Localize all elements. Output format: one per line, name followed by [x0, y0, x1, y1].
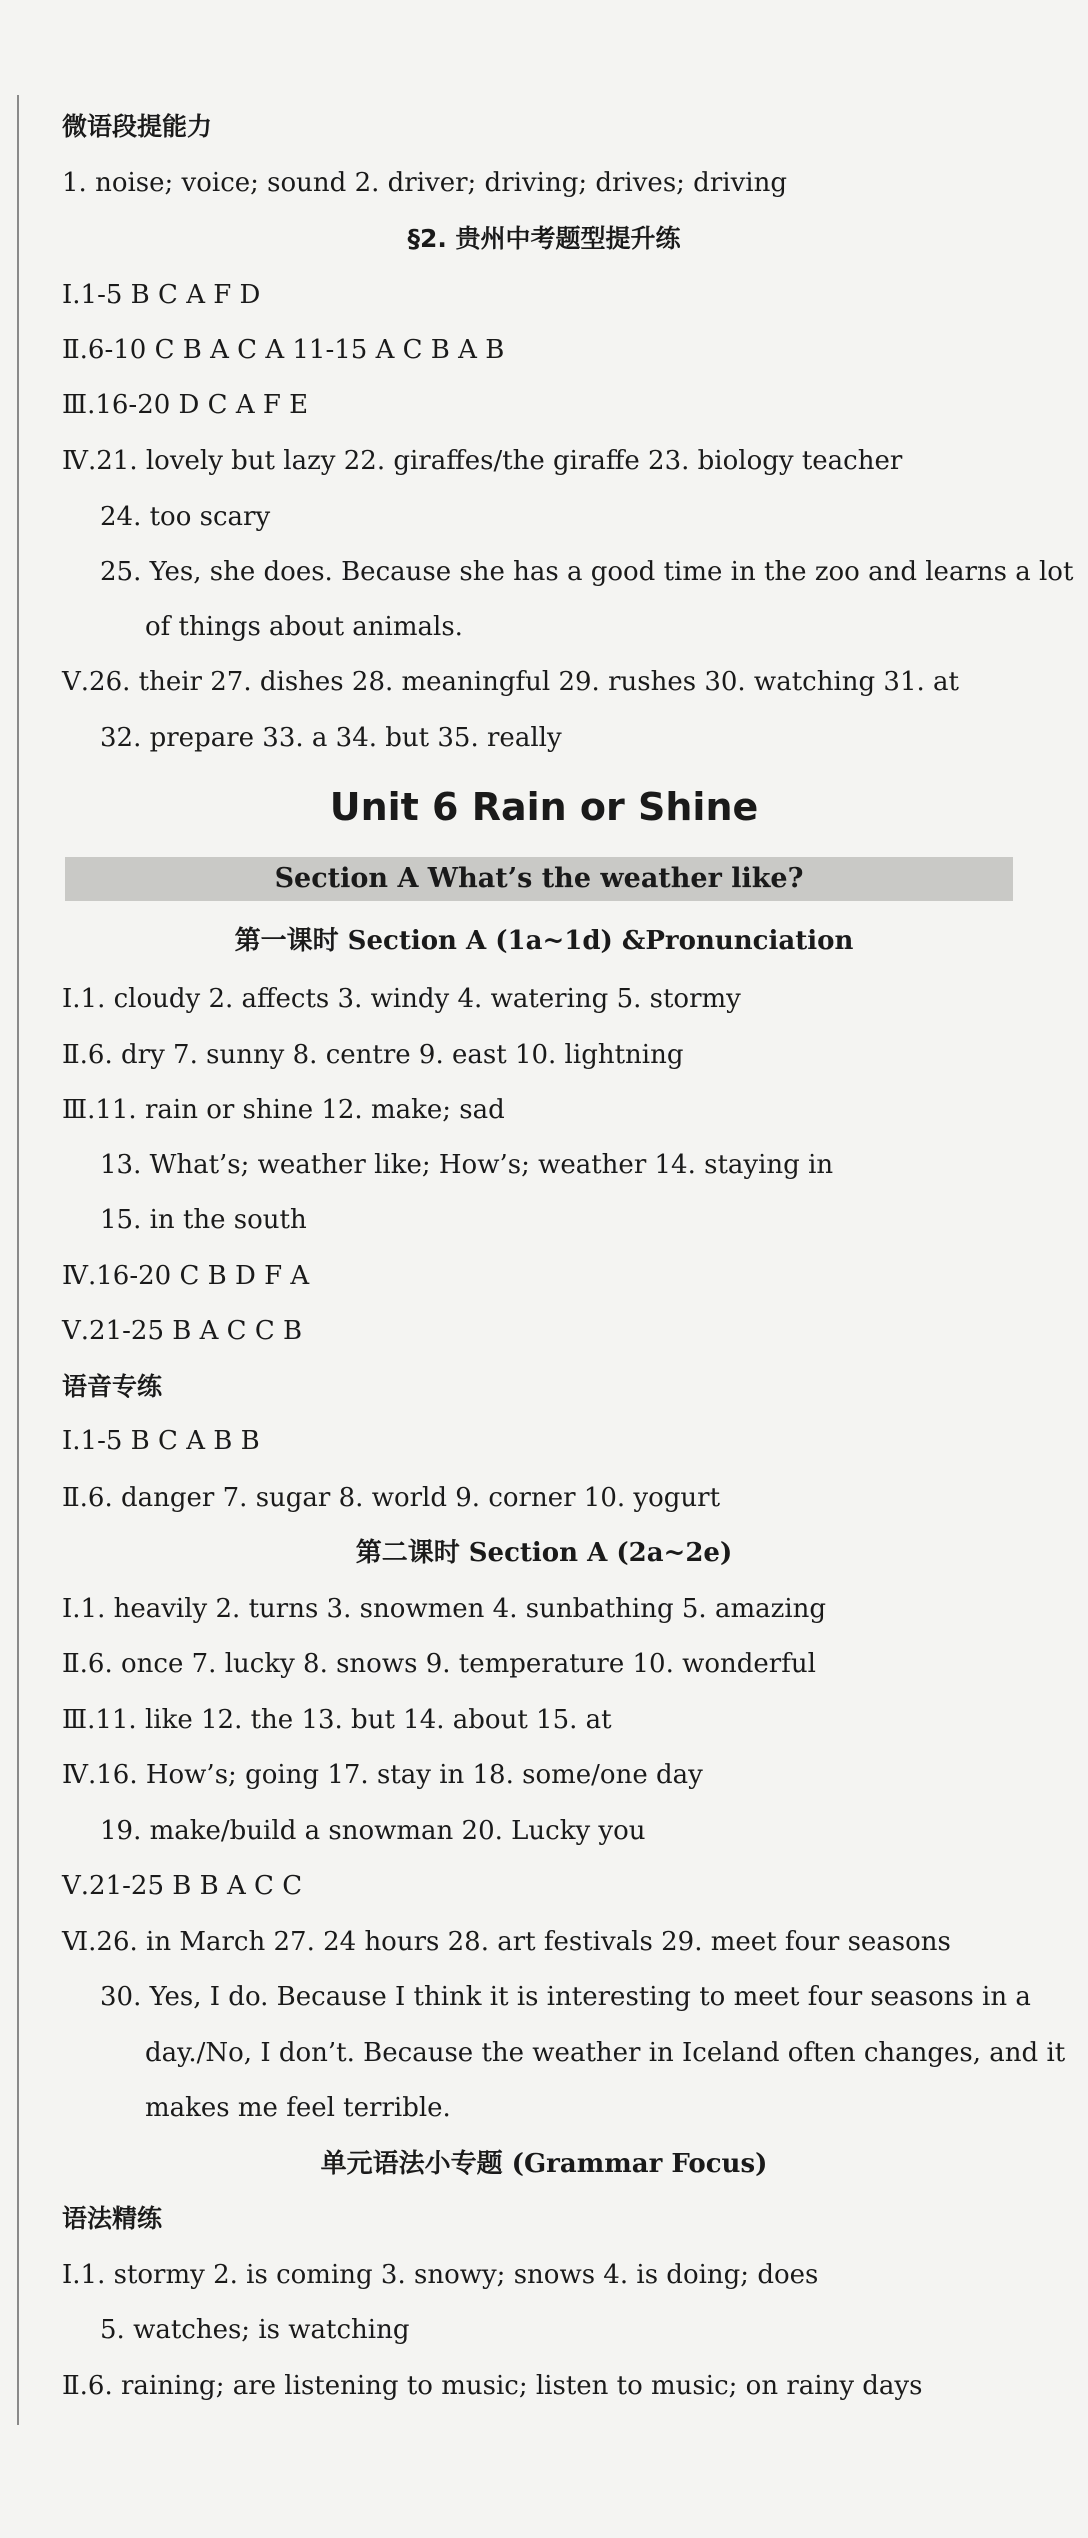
answer-line: Ⅴ.21-25 B A C C B — [62, 1316, 303, 1346]
lesson-title-2: 第二课时 Section A (2a~2e) — [355, 1538, 733, 1568]
answer-line: Ⅵ.26. in March 27. 24 hours 28. art festivals 29. meet four seasons — [62, 1927, 951, 1957]
answer-line: 1. noise; voice; sound 2. driver; driving; drives; driving — [62, 168, 787, 198]
section-title-s2: §2. 贵州中考题型提升练 — [407, 224, 681, 253]
answer-line: Ⅲ.11. like 12. the 13. but 14. about 15. at — [62, 1705, 612, 1735]
answer-line: Ⅲ.11. rain or shine 12. make; sad — [62, 1095, 505, 1125]
answer-line: Ⅱ.6. danger 7. sugar 8. world 9. corner 10. yogurt — [62, 1483, 721, 1513]
answer-line: Ⅴ.21-25 B B A C C — [62, 1871, 303, 1901]
answer-line: 19. make/build a snowman 20. Lucky you — [100, 1816, 646, 1846]
answer-line: 15. in the south — [100, 1205, 307, 1235]
unit-title: Unit 6 Rain or Shine — [329, 785, 759, 829]
answer-line: 25. Yes, she does. Because she has a good time in the zoo and learns a lot — [100, 557, 1074, 587]
answer-line: Ⅱ.6. once 7. lucky 8. snows 9. temperature 10. wonderful — [62, 1649, 816, 1679]
left-margin-rule — [17, 95, 19, 2425]
answer-line: Ⅲ.16-20 D C A F E — [62, 390, 309, 420]
block-header-pronunciation: 语音专练 — [62, 1372, 163, 1401]
section-bar: Section A What’s the weather like? — [65, 857, 1013, 901]
answer-line: Ⅰ.1-5 B C A F D — [62, 280, 261, 310]
answer-line: 24. too scary — [100, 502, 271, 532]
answer-line: Ⅳ.16. How’s; going 17. stay in 18. some/one day — [62, 1760, 703, 1790]
answer-line: Ⅰ.1. stormy 2. is coming 3. snowy; snows 4. is doing; does — [62, 2260, 819, 2290]
answer-line: Ⅰ.1-5 B C A B B — [62, 1426, 260, 1456]
block-header-grammar: 语法精练 — [62, 2204, 163, 2233]
answer-line: Ⅱ.6. dry 7. sunny 8. centre 9. east 10. lightning — [62, 1040, 684, 1070]
answer-line: Ⅱ.6-10 C B A C A 11-15 A C B A B — [62, 335, 505, 365]
answer-line: Ⅳ.21. lovely but lazy 22. giraffes/the giraffe 23. biology teacher — [62, 446, 903, 476]
answer-line: 13. What’s; weather like; How’s; weather 14. staying in — [100, 1150, 834, 1180]
answer-line: 5. watches; is watching — [100, 2315, 410, 2345]
answer-line: day./No, I don’t. Because the weather in Iceland often changes, and it — [145, 2038, 1066, 2068]
answer-line: Ⅱ.6. raining; are listening to music; listen to music; on rainy days — [62, 2371, 923, 2401]
answer-line: 32. prepare 33. a 34. but 35. really — [100, 723, 562, 753]
answer-line: makes me feel terrible. — [145, 2093, 451, 2123]
answer-line: Ⅰ.1. cloudy 2. affects 3. windy 4. watering 5. stormy — [62, 984, 741, 1014]
block-header-weiyuduan: 微语段提能力 — [62, 112, 213, 141]
answer-line: 30. Yes, I do. Because I think it is interesting to meet four seasons in a — [100, 1982, 1031, 2012]
answer-line: Ⅴ.26. their 27. dishes 28. meaningful 29. rushes 30. watching 31. at — [62, 667, 959, 697]
lesson-title-1: 第一课时 Section A (1a~1d) &Pronunciation — [234, 926, 854, 956]
grammar-title: 单元语法小专题 (Grammar Focus) — [320, 2149, 768, 2179]
answer-line: Ⅰ.1. heavily 2. turns 3. snowmen 4. sunbathing 5. amazing — [62, 1594, 827, 1624]
answer-line: of things about animals. — [145, 612, 463, 642]
answer-line: Ⅳ.16-20 C B D F A — [62, 1261, 310, 1291]
